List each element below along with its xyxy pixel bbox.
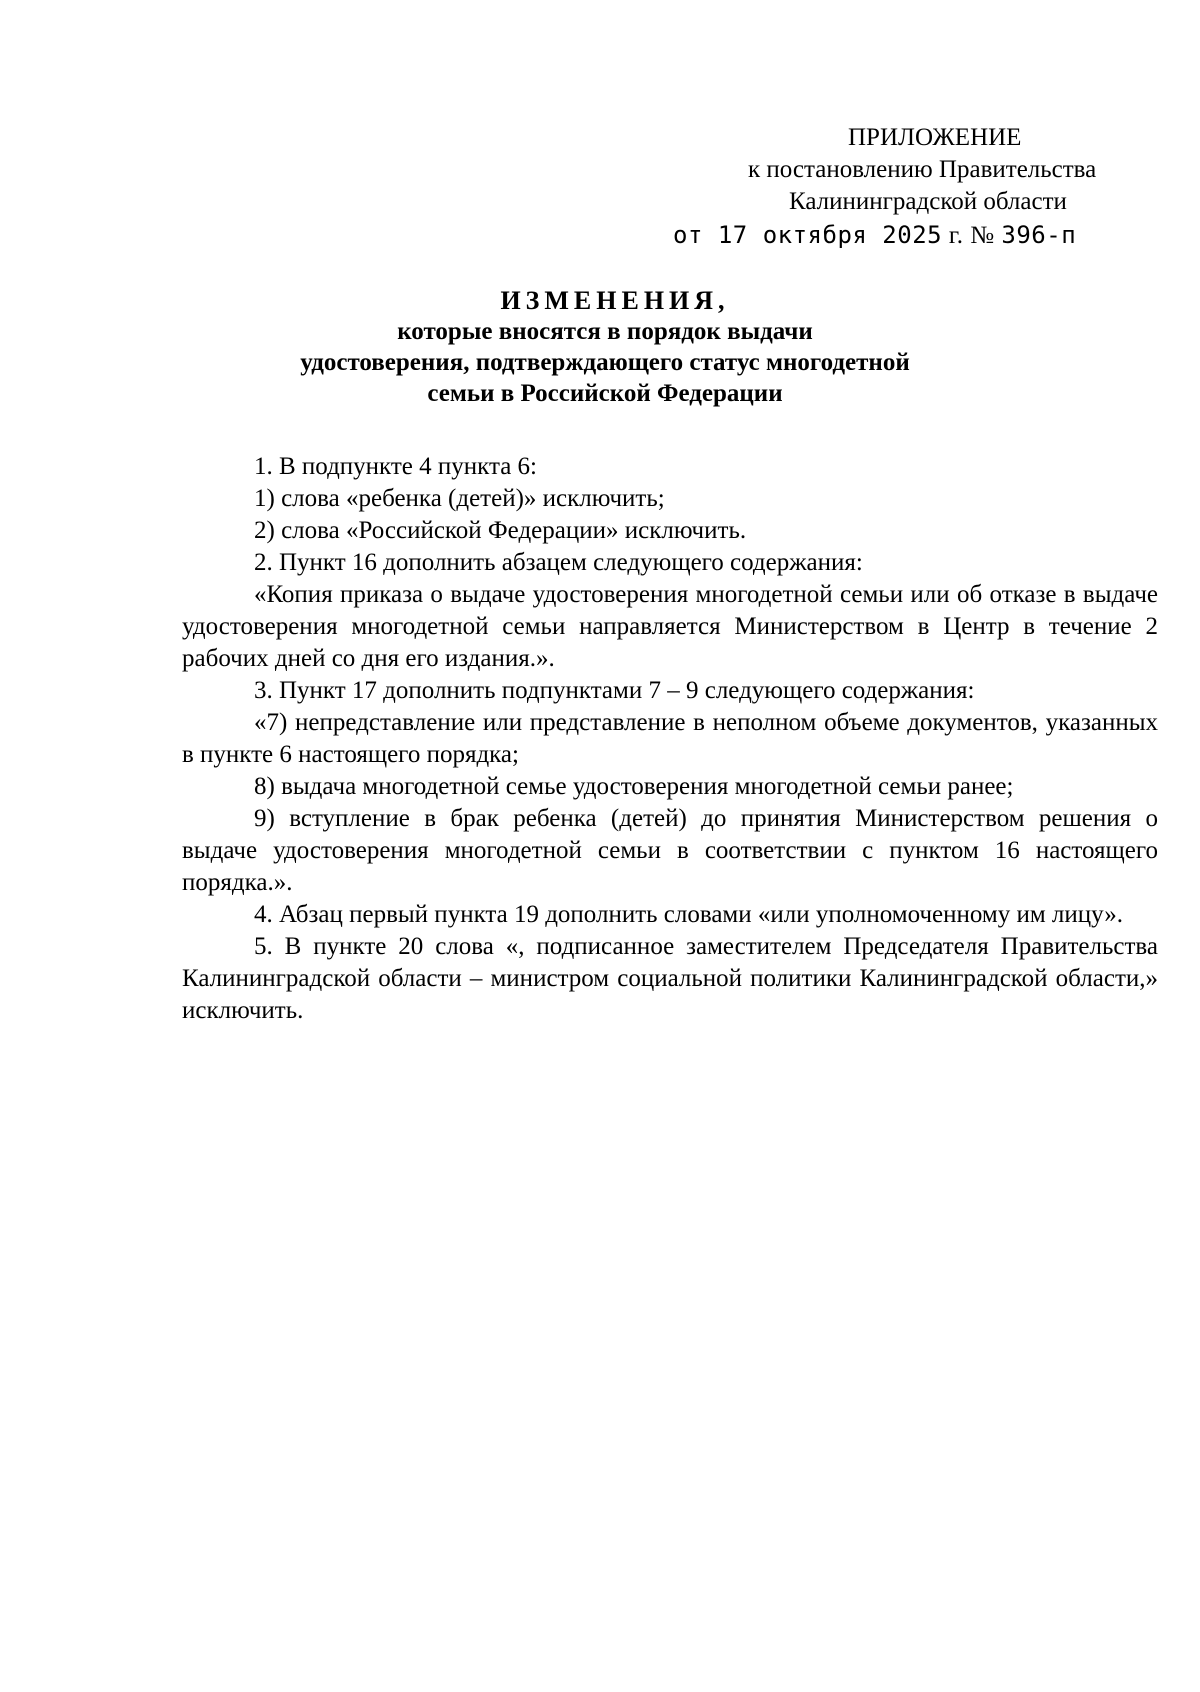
paragraph-3: 3. Пункт 17 дополнить подпунктами 7 – 9 следующего содержания: <box>254 677 975 704</box>
appendix-region-line: Калининградской области <box>789 188 1067 215</box>
appendix-title: ПРИЛОЖЕНИЕ <box>848 124 1022 151</box>
paragraph-1: 1. В подпункте 4 пункта 6: <box>254 453 537 480</box>
heading-line-2: удостоверения, подтверждающего статус многодетной <box>300 349 910 376</box>
document-body <box>182 451 1158 1027</box>
paragraph-5: 5. В пункте 20 слова «, подписанное заместителем Председателя Правительства Калининградской области – министром социальной политики Калининградской области,» исключить. <box>182 933 1158 1024</box>
appendix-date-line <box>673 219 1076 252</box>
heading-title: ИЗМЕНЕНИЯ, <box>500 286 730 315</box>
paragraph-2-quote: «Копия приказа о выдаче удостоверения многодетной семьи или об отказе в выдаче удостоверения многодетной семьи направляется Министерством в Центр в течение 2 рабочих дней со дня его издания.». <box>182 581 1158 672</box>
appendix-date-separator: г. № <box>942 222 1002 249</box>
appendix-date: от 17 октября 2025 <box>673 221 943 249</box>
heading-line-1: которые вносятся в порядок выдачи <box>397 318 813 345</box>
appendix-resolution-line: к постановлению Правительства <box>748 156 1097 183</box>
heading-line-3: семьи в Российской Федерации <box>427 380 783 407</box>
paragraph-1-item-2: 2) слова «Российской Федерации» исключить. <box>254 517 747 544</box>
paragraph-4: 4. Абзац первый пункта 19 дополнить словами «или уполномоченному им лицу». <box>254 901 1124 928</box>
paragraph-3-item-7: «7) непредставление или представление в неполном объеме документов, указанных в пункте 6 настоящего порядка; <box>182 709 1158 768</box>
document-heading <box>0 285 1200 409</box>
appendix-number: 396-п <box>1001 221 1077 249</box>
paragraph-3-item-9: 9) вступление в брак ребенка (детей) до принятия Министерством решения о выдаче удостоверения многодетной семьи в соответствии с пунктом 16 настоящего порядка.». <box>182 805 1158 896</box>
paragraph-2: 2. Пункт 16 дополнить абзацем следующего содержания: <box>254 549 863 576</box>
paragraph-3-item-8: 8) выдача многодетной семье удостоверения многодетной семьи ранее; <box>254 773 1014 800</box>
paragraph-1-item-1: 1) слова «ребенка (детей)» исключить; <box>254 485 665 512</box>
